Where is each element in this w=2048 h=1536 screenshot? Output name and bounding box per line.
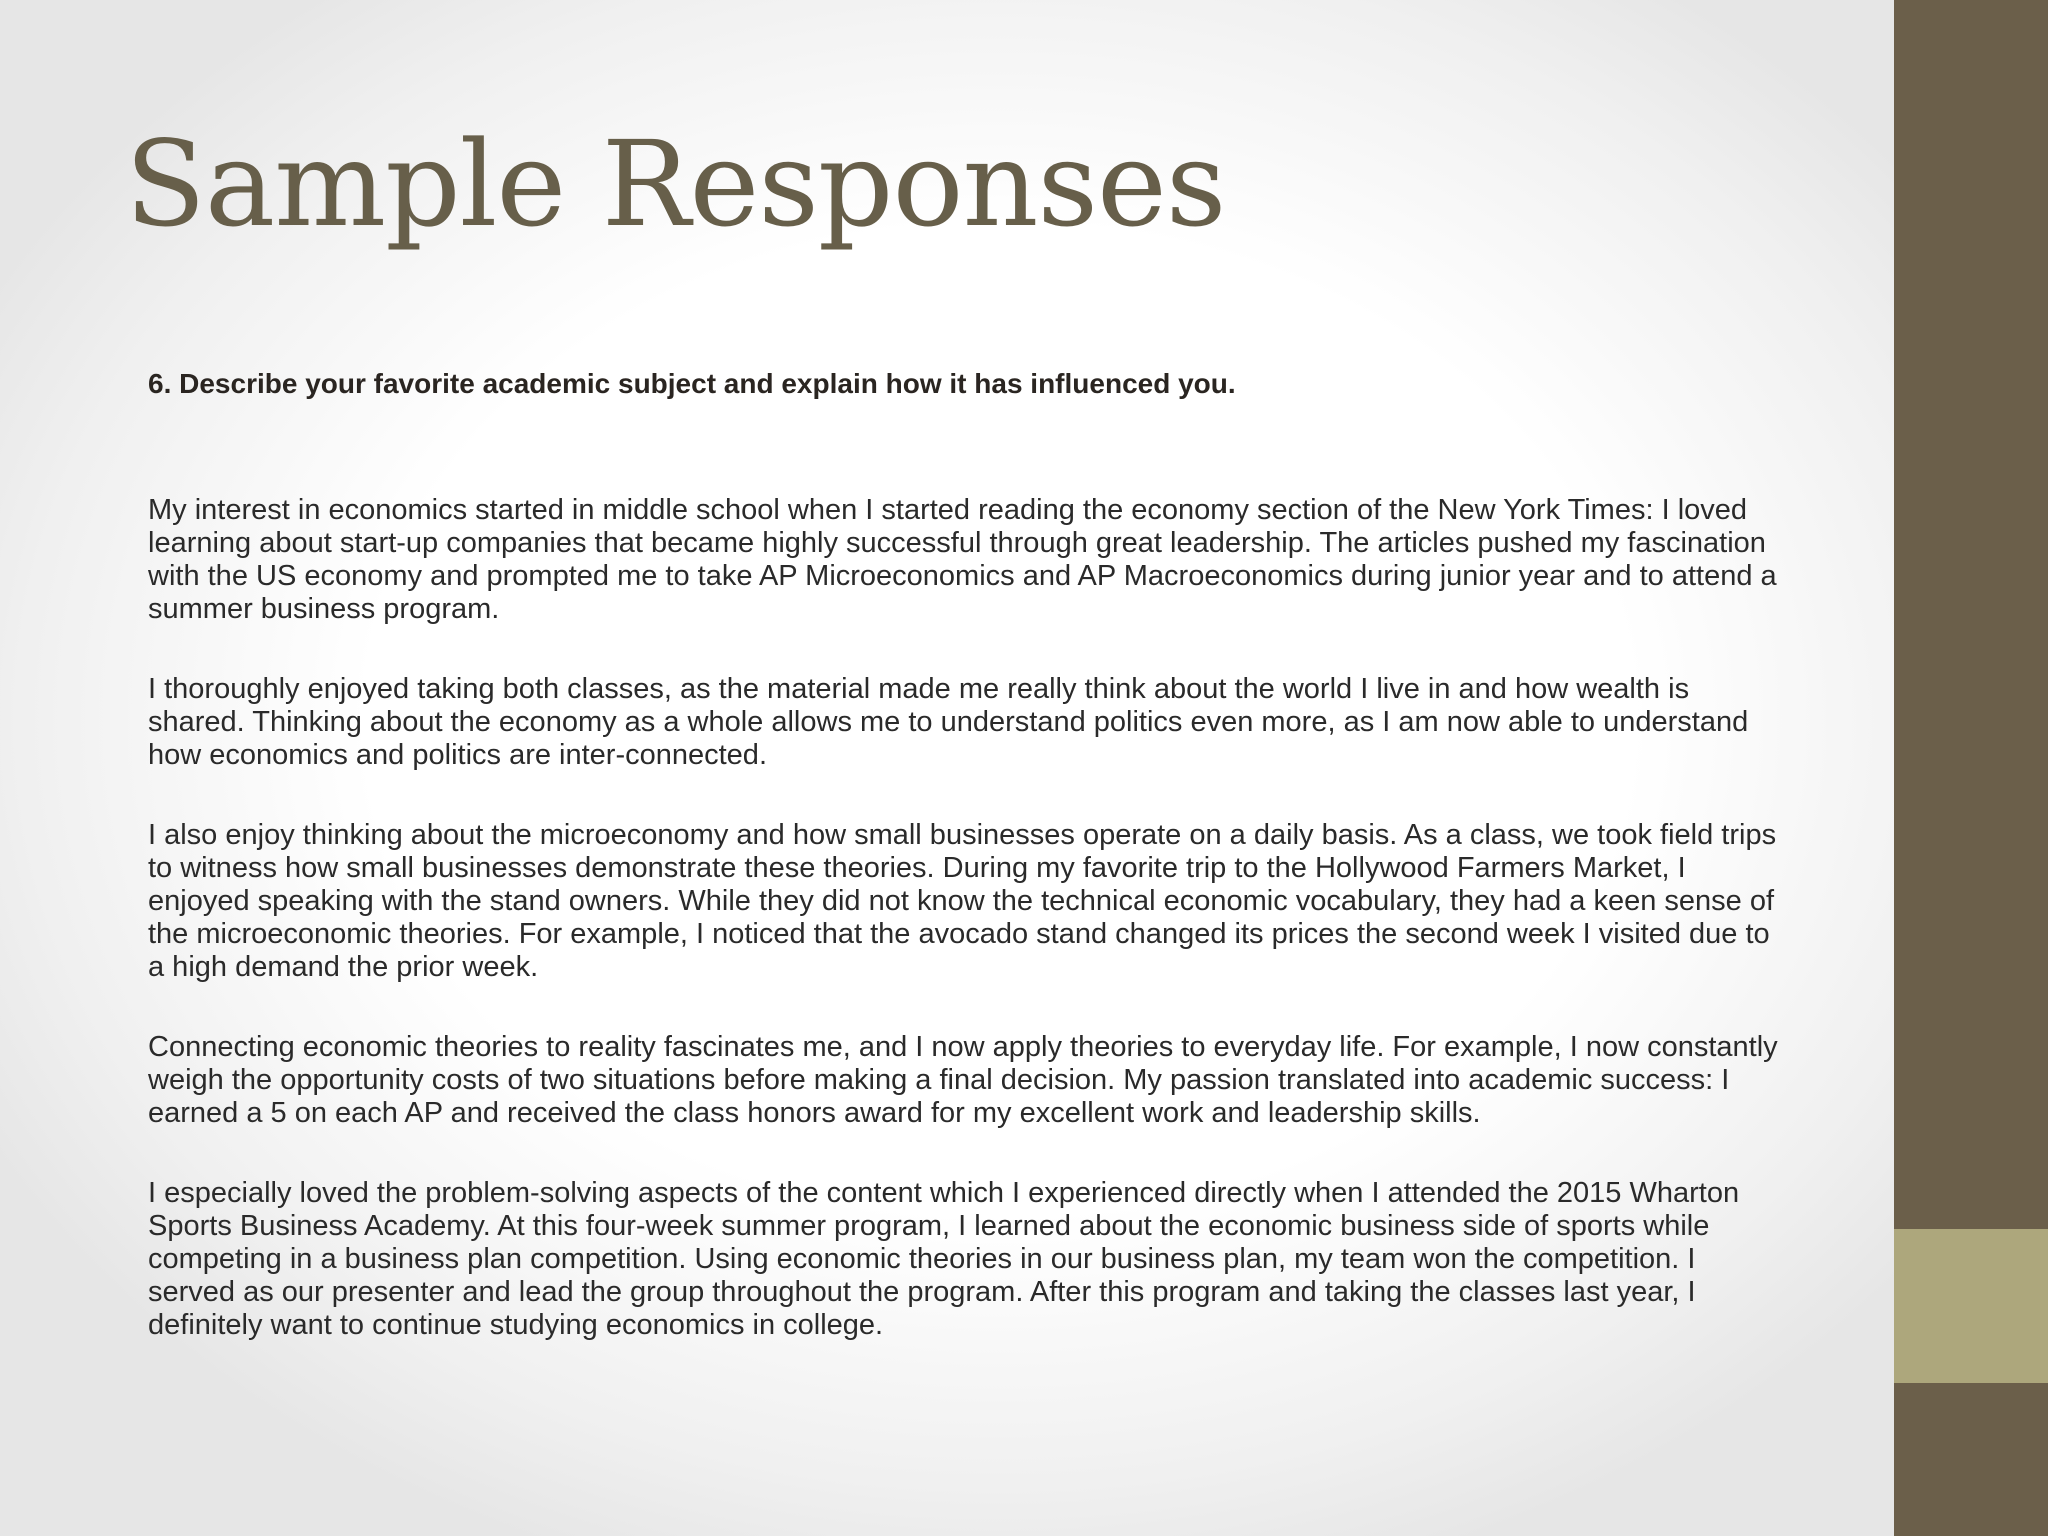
response-paragraph: I thoroughly enjoyed taking both classes, as the material made me really think about the world I live in and how wealth is shared. Thinking about the economy as a whole allows me to understand politics even more, as I am now able to understand how economics and politics are inter-connected. [148, 673, 1749, 771]
slide-title: Sample Responses [125, 115, 1226, 253]
response-paragraph: I also enjoy thinking about the microeconomy and how small businesses operate on a daily basis. As a class, we took field trips to witness how small businesses demonstrate these theories. During my favorite trip to the Hollywood Farmers Market, I enjoyed speaking with the stand owners. While they did not know the technical economic vocabulary, they had a keen sense of the microeconomic theories. For example, I noticed that the avocado stand changed its prices the second week I visited due to a high demand the prior week. [148, 819, 1777, 983]
response-paragraph: I especially loved the problem-solving aspects of the content which I experienced directly when I attended the 2015 Wharton Sports Business Academy. At this four-week summer program, I learned about the economic business side of sports while competing in a business plan competition. Using economic theories in our business plan, my team won the competition. I served as our presenter and lead the group throughout the program. After this program and taking the classes last year, I definitely want to continue studying economics in college. [148, 1177, 1740, 1341]
slide-content [148, 362, 1788, 1389]
side-accent-block [1894, 1229, 2048, 1383]
response-paragraph: Connecting economic theories to reality fascinates me, and I now apply theories to everyday life. For example, I now constantly weigh the opportunity costs of two situations before making a final decision. My passion translated into academic success: I earned a 5 on each AP and received the class honors award for my excellent work and leadership skills. [148, 1031, 1778, 1129]
question-heading: 6. Describe your favorite academic subject and explain how it has influenced you. [148, 368, 1236, 399]
response-paragraph: My interest in economics started in middle school when I started reading the economy section of the New York Times: I loved learning about start-up companies that became highly successful through great leadership. The articles pushed my fascination with the US economy and prompted me to take AP Microeconomics and AP Macroeconomics during junior year and to attend a summer business program. [148, 494, 1777, 625]
